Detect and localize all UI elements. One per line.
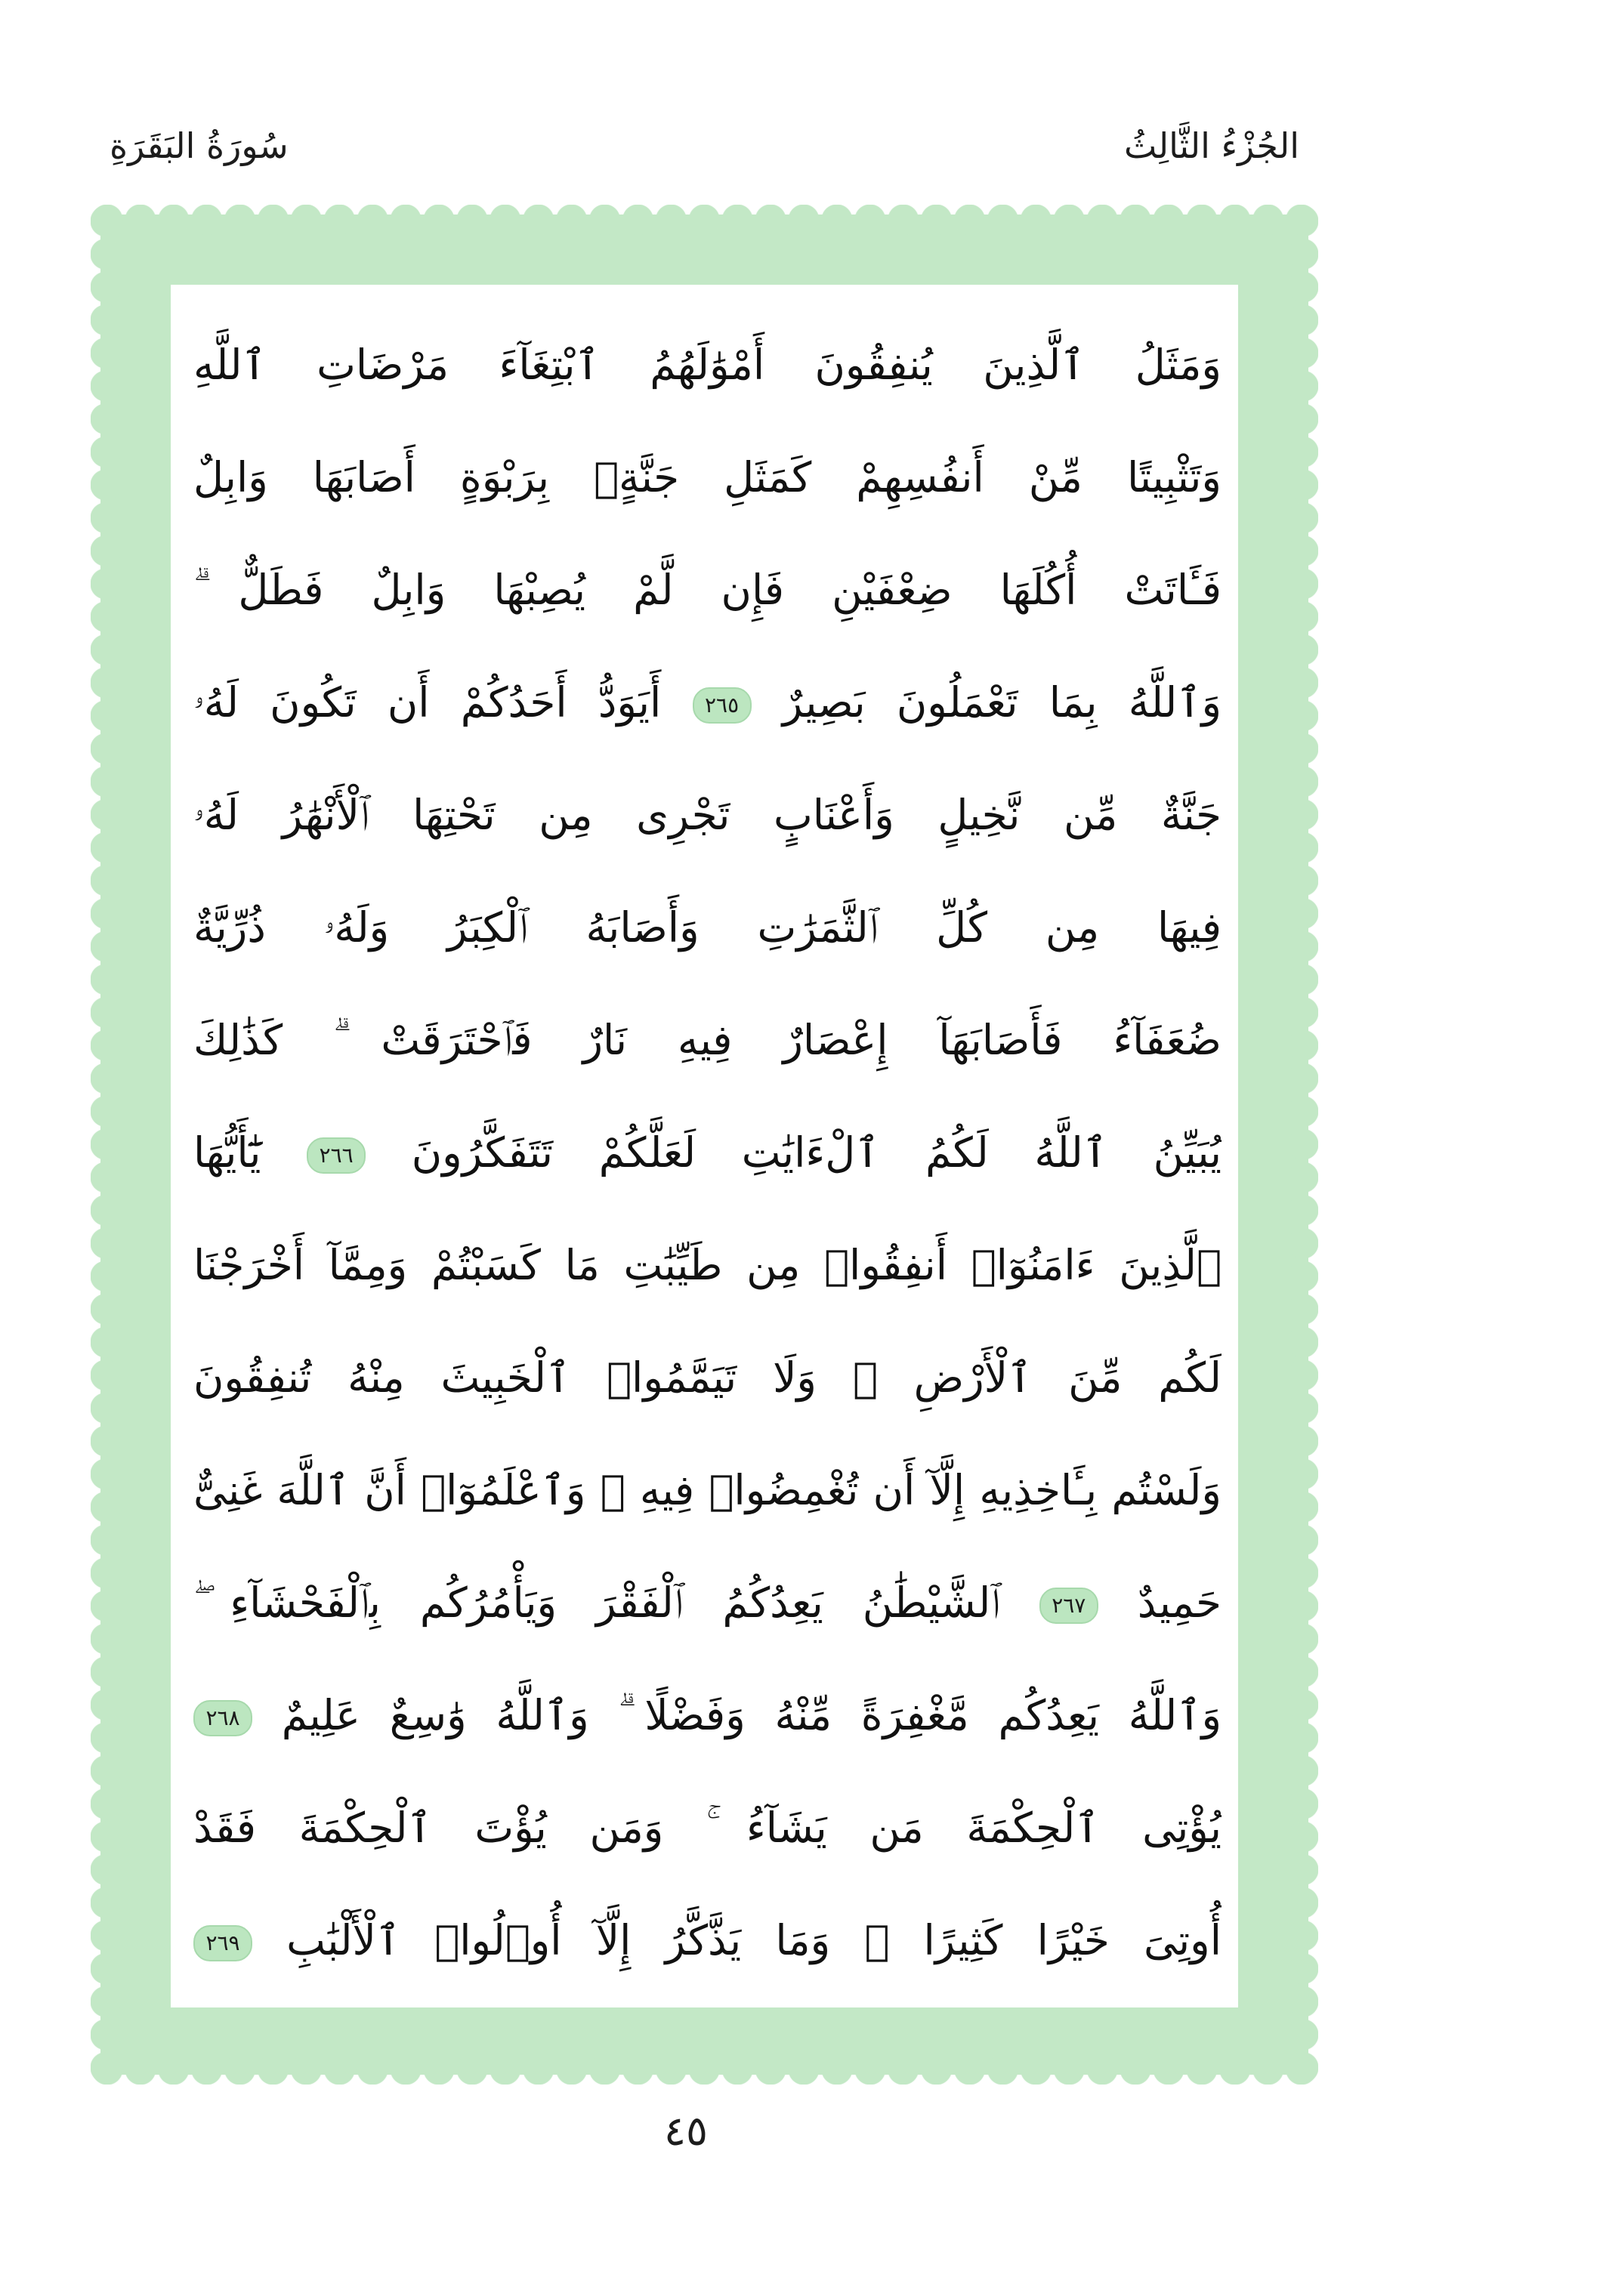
verse-text: وَتَثْبِيتًا مِّنْ أَنفُسِهِمْ كَمَثَلِ جَنَّةٍۭ بِرَبْوَةٍ أَصَابَهَا وَابِلٌ — [193, 453, 1221, 501]
quran-line — [193, 1659, 1221, 1772]
quran-line — [193, 1547, 1221, 1659]
quran-line — [193, 309, 1221, 421]
verse-text: وَمَثَلُ ٱلَّذِينَ يُنفِقُونَ أَمْوَٰلَهُمُ ٱبْتِغَآءَ مَرْضَاتِ ٱللَّهِ — [193, 341, 1221, 389]
quran-text — [193, 309, 1221, 1997]
quran-line — [193, 647, 1221, 759]
verse-text: ضُعَفَآءُ فَأَصَابَهَآ إِعْصَارٌ فِيهِ نَارٌ فَٱحْتَرَقَتْ ۗ كَذَٰلِكَ — [193, 1016, 1221, 1064]
verse-text: أَيَوَدُّ أَحَدُكُمْ أَن تَكُونَ لَهُۥ — [193, 678, 662, 727]
quran-line — [193, 759, 1221, 872]
juz-title: الجُزْءُ الثَّالِثُ — [1124, 125, 1299, 166]
surah-title: سُورَةُ البَقَرَةِ — [110, 125, 289, 166]
quran-line — [193, 1434, 1221, 1547]
ayah-number-marker: ٢٦٩ — [193, 1925, 252, 1961]
page-number: ٤٥ — [663, 2107, 708, 2155]
verse-text: يُبَيِّنُ ٱللَّهُ لَكُمُ ٱلْءَايَٰتِ لَعَلَّكُمْ تَتَفَكَّرُونَ — [411, 1128, 1221, 1177]
verse-text: يَٰٓأَيُّهَا — [193, 1128, 261, 1177]
verse-text: فَـَٔاتَتْ أُكُلَهَا ضِعْفَيْنِ فَإِن لَّمْ يُصِبْهَا وَابِلٌ فَطَلٌّ ۗ — [193, 566, 1221, 614]
verse-text: حَمِيدٌ — [1137, 1578, 1221, 1627]
verse-text: وَٱللَّهُ يَعِدُكُم مَّغْفِرَةً مِّنْهُ وَفَضْلًا ۗ وَٱللَّهُ وَٰسِعٌ عَلِيمٌ — [281, 1691, 1221, 1739]
verse-text: فِيهَا مِن كُلِّ ٱلثَّمَرَٰتِ وَأَصَابَهُ ٱلْكِبَرُ وَلَهُۥ ذُرِّيَّةٌ — [193, 903, 1221, 952]
quran-line — [193, 1322, 1221, 1434]
quran-line — [193, 984, 1221, 1097]
verse-text: وَٱللَّهُ بِمَا تَعْمَلُونَ بَصِيرٌ — [782, 678, 1221, 727]
quran-line — [193, 872, 1221, 984]
verse-text: يُؤْتِى ٱلْحِكْمَةَ مَن يَشَآءُ ۚ وَمَن يُؤْتَ ٱلْحِكْمَةَ فَقَدْ — [193, 1804, 1221, 1852]
ayah-number-marker: ٢٦٧ — [1039, 1588, 1098, 1624]
verse-text: ٱلَّذِينَ ءَامَنُوٓا۟ أَنفِقُوا۟ مِن طَيِّبَٰتِ مَا كَسَبْتُمْ وَمِمَّآ أَخْرَجْنَا — [193, 1241, 1221, 1289]
text-panel — [171, 285, 1238, 2007]
verse-text: جَنَّةٌ مِّن نَّخِيلٍ وَأَعْنَابٍ تَجْرِى مِن تَحْتِهَا ٱلْأَنْهَٰرُ لَهُۥ — [193, 791, 1221, 839]
verse-text: لَكُم مِّنَ ٱلْأَرْضِ ۖ وَلَا تَيَمَّمُوا۟ ٱلْخَبِيثَ مِنْهُ تُنفِقُونَ — [193, 1353, 1221, 1402]
quran-line — [193, 1884, 1221, 1997]
quran-line — [193, 534, 1221, 647]
verse-text: وَلَسْتُم بِـَٔاخِذِيهِ إِلَّآ أَن تُغْمِضُوا۟ فِيهِ ۚ وَٱعْلَمُوٓا۟ أَنَّ ٱللَّهَ غَنِىٌّ — [193, 1466, 1221, 1514]
ayah-number-marker: ٢٦٨ — [193, 1700, 252, 1736]
quran-line — [193, 1772, 1221, 1884]
ayah-number-marker: ٢٦٥ — [693, 687, 752, 724]
verse-text: أُوتِىَ خَيْرًا كَثِيرًا ۗ وَمَا يَذَّكَّرُ إِلَّآ أُو۟لُوا۟ ٱلْأَلْبَٰبِ — [286, 1916, 1221, 1964]
quran-line — [193, 1209, 1221, 1322]
page-frame — [91, 205, 1318, 2085]
quran-line — [193, 1097, 1221, 1209]
ayah-number-marker: ٢٦٦ — [307, 1137, 366, 1174]
verse-text: ٱلشَّيْطَٰنُ يَعِدُكُمُ ٱلْفَقْرَ وَيَأْمُرُكُم بِٱلْفَحْشَآءِ ۖ — [193, 1578, 1000, 1627]
quran-line — [193, 421, 1221, 534]
